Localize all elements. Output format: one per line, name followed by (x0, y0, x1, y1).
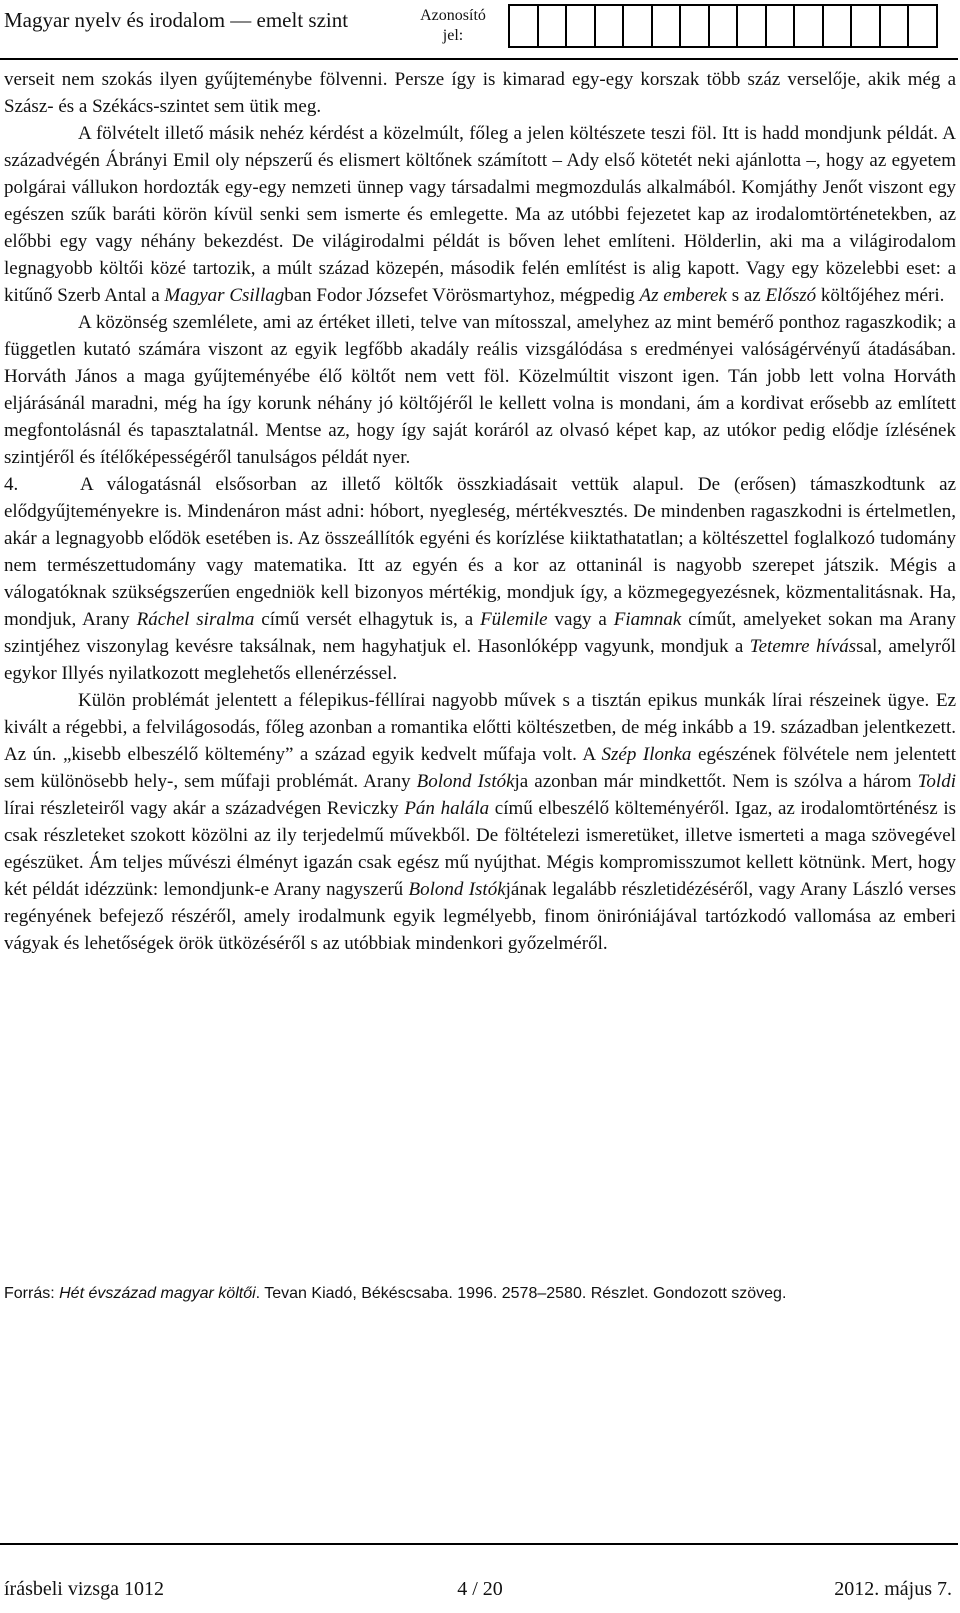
italic-title: Pán halála (404, 798, 490, 819)
paragraph-4 (4, 471, 956, 687)
paragraph-number: 4. (4, 474, 19, 495)
page-footer (4, 1578, 956, 1608)
text-run: A közönség szemlélete, ami az értéket illeti, telve van mítosszal, amelyhez az mint bemérő ponthoz ragaszkodik; a független kutató számára viszont az egyik legfőbb akadály reális vizsgálódása s eredményei valóságérvényű átadásában. Horváth János a maga gyűjteményébe élő költőt nem vett föl. Közelmúltit viszont igen. Tán jobb lett volna Horváth eljárásánál maradni, még ha így korunk néhány jó költőjéről le kellett volna is mondani, ám a kordivat erősebb az említett megfontolásnál és tapasztalatnál. Mentse az, hogy így saját koráról az olvasó képet kap, az utókor pedig elődje ízlésének szintjéről és ítélőképességéről tanulságos példát nyer. (4, 312, 956, 468)
italic-title: Ráchel siralma (136, 609, 255, 630)
text-run: ja azonban már mindkettőt. Nem is szólva a három (514, 771, 918, 792)
paragraph-1 (4, 66, 956, 120)
text-run: verseit nem szokás ilyen gyűjteménybe fölvenni. Persze így is kimarad egy-egy korszak több száz verselője, akik még a Szász- és a Székács-szintet sem ütik meg. (4, 69, 956, 117)
id-box[interactable] (510, 4, 539, 48)
footer-divider (0, 1543, 958, 1545)
source-citation (4, 1283, 956, 1305)
id-box[interactable] (567, 4, 596, 48)
text-run: című versét elhagytuk is, a (254, 609, 481, 630)
page-header (0, 0, 960, 58)
id-box[interactable] (881, 4, 910, 48)
id-box[interactable] (681, 4, 710, 48)
italic-title: Bolond Istók (416, 771, 515, 792)
italic-title: Fiamnak (613, 609, 682, 630)
source-rest: . Tevan Kiadó, Békéscsaba. 1996. 2578–2580. Részlet. Gondozott szöveg. (255, 1285, 787, 1302)
text-run: lírai részleteiről vagy akár a századvégen Reviczky (4, 798, 405, 819)
id-box[interactable] (909, 4, 938, 48)
text-run: vagy a (547, 609, 614, 630)
source-prefix: Forrás: (4, 1285, 60, 1302)
id-box[interactable] (539, 4, 568, 48)
id-box[interactable] (738, 4, 767, 48)
header-divider (0, 58, 958, 60)
text-run: címűt, amelyeket sokan ma Arany szintjéhez viszonylag kevésre taksálnak, nem hagyhatjuk el. Hasonlóképp vagyunk, mondjuk a (4, 609, 956, 657)
italic-title: Előszó (765, 285, 817, 306)
italic-title: Magyar Csillag (164, 285, 285, 306)
id-box[interactable] (824, 4, 853, 48)
body-text (4, 66, 956, 957)
italic-title: Bolond Istók (408, 879, 506, 900)
text-run: ban Fodor Józsefet Vörösmartyhoz, mégpedig (284, 285, 640, 306)
paragraph-5 (4, 687, 956, 957)
source-title: Hét évszázad magyar költői (59, 1285, 256, 1302)
footer-page-number: 4 / 20 (457, 1578, 503, 1600)
italic-title: Fülemile (480, 609, 548, 630)
text-run: s az (726, 285, 766, 306)
paragraph-2 (4, 120, 956, 309)
italic-title: Az emberek (639, 285, 727, 306)
id-box[interactable] (767, 4, 796, 48)
text-run: jának legalább részletidézéséről, vagy Arany László verses regényének befejező részéről, amely irodalmunk egyik legmélyebb, finom öniróniájával tartózkodó vallomása az emberi vágyak és lehetőségek örök ütközéséről s az utóbbiak mindenkori győzelméről. (4, 879, 956, 954)
id-box[interactable] (852, 4, 881, 48)
id-box[interactable] (653, 4, 682, 48)
text-run: A fölvételt illető másik nehéz kérdést a közelmúlt, főleg a jelen költészete teszi föl. Itt is hadd mondjunk példát. A századvégén Ábrányi Emil oly népszerű és elismert költőnek számított – Ady első kötetét neki ajánlotta –, hogy az egyetem polgárai vállukon hordozták egy-egy nemzeti ünnep vagy társadalmi megmozdulás alkalmából. Komjáthy Jenőt viszont egy egészen szűk baráti körön kívül senki sem ismerte és emlegette. Ma az utóbbi fejezetet kap az irodalomtörténetekben, az előbbi egy vagy néhány bekezdést. De világirodalmi példát is bőven lehet említeni. Hölderlin, aki ma a világirodalom legnagyobb költői közé tartozik, a múlt század közepén, második felén említést is alig kapott. Vagy egy közelebbi eset: a kitűnő Szerb Antal a (4, 123, 956, 306)
paragraph-3 (4, 309, 956, 471)
text-run: egészének fölvétele nem jelentett sem különösebb hely-, sem műfaji problémát. Arany (4, 744, 956, 792)
id-box[interactable] (624, 4, 653, 48)
italic-title: Szép Ilonka (601, 744, 692, 765)
text-run: című elbeszélő költeményéről. Igaz, az irodalomtörténész is csak részleteket szokott közölni az ily terjedelmű művekből. De föltételezi ismeretüket, illetve ismerteti a maga szövegével egészüket. Ám teljes művészi élményt igazán csak egész mű nyújthat. Mégis kompromisszumot kellett kötnünk. Mert, hogy két példát idézzünk: lemondjunk-e Arany nagyszerű (4, 798, 956, 900)
header-title: Magyar nyelv és irodalom — emelt szint (4, 8, 349, 32)
text-run: sal, amelyről egykor Illyés nyilatkozott meglehetős ellenérzéssel. (4, 636, 956, 684)
id-box[interactable] (596, 4, 625, 48)
italic-title: Toldi (917, 771, 956, 792)
id-boxes (508, 4, 938, 48)
paragraph-4-text (4, 474, 956, 684)
text-run: Külön problémát jelentett a félepikus-féllírai nagyobb művek s a tisztán epikus munkák lírai részeinek ügye. Ez kivált a régebbi, a felvilágosodás, főleg azonban a romantika előtti költészetben, de még inkább a 19. században jelentkezett. Az ún. „kisebb elbeszélő költemény” a század egyik kedvelt műfaja volt. A (4, 690, 956, 765)
id-box[interactable] (795, 4, 824, 48)
footer-exam-code: írásbeli vizsga 1012 (4, 1578, 164, 1600)
id-label: Azonosító jel: (420, 7, 486, 44)
id-box[interactable] (710, 4, 739, 48)
footer-date: 2012. május 7. (834, 1578, 952, 1600)
text-run: költőjéhez méri. (816, 285, 945, 306)
italic-title: Tetemre hívás (749, 636, 857, 657)
text-run: A válogatásnál elsősorban az illető költők összkiadásait vettük alapul. De (erősen) támaszkodtunk az elődgyűjteményekre is. Mindenáron mást adni: hóbort, nyegleség, mértékvesztés. De mindenben ragaszkodni is értelmetlen, akár a legnagyobb elődök esetében is. Az összeállítók egyéni és korízlése kiiktathatatlan; a költészettel foglalkozó tudomány nem természettudomány vagy matematika. Itt az egyén és a kor az ottaninál is nagyobb szerepet játszik. Mégis a válogatóknak szükségszerűen engedniök kell bizonyos mértékig, mondjuk így, a közmegegyezésnek, közmentalitásnak. Ha, mondjuk, Arany (4, 474, 956, 630)
